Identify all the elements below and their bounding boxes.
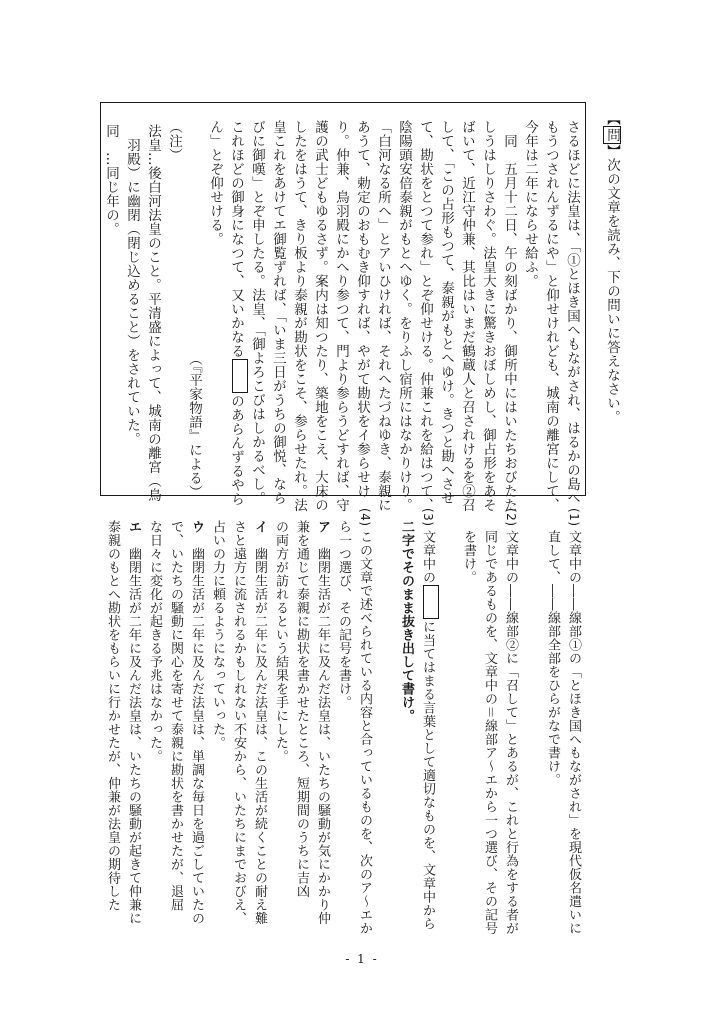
option-label: イ (252, 520, 267, 534)
question-number: (2) (504, 508, 518, 527)
option-e: エ 幽閉生活が二年に及んだ法皇は、いたちの騒動が起きて仲兼に (126, 520, 141, 925)
option-a-line: の両方が訪れるという結果を手にした。 (273, 520, 288, 763)
passage-line: り。仲兼、鳥羽殿にかへり参つて、門より参らうどすれば、守 (333, 120, 349, 512)
passage-line: ばいて、近江守仲兼、其比はいまだ鶴蔵人と召されけるを②召 (459, 120, 475, 512)
option-i-line: 占いの力に頼るようになっていった。 (210, 520, 225, 750)
option-u-line: な日々に変化が起きる予兆はなかった。 (147, 520, 162, 763)
question-2-line: を書け。 (461, 530, 476, 584)
passage-line: もうつされんずるにや」と仰せけれども、城南の離宮にして、 (543, 120, 559, 512)
question-4-line: ら一つ選び、その記号を書け。 (336, 520, 351, 709)
passage-line: 今年は二年にならせ給ふ。 (522, 120, 538, 288)
passage-line: あうて、勅定のおもむき仰すれば、やがて勘状をイ参らせけ (354, 120, 370, 498)
question-number: (4) (358, 508, 372, 527)
option-e-line: 泰親のもとへ勘状をもらいに行かせたが、仲兼が法皇の期待した (105, 520, 120, 912)
option-i: イ 幽閉生活が二年に及んだ法皇は、この生活が続くことの耐え難 (252, 520, 267, 925)
option-label: エ (126, 520, 141, 534)
note-line: 法皇…後白河法皇のこと。平清盛によって、城南の離宮（鳥 (145, 124, 161, 502)
heading-mark: 問 (604, 128, 620, 142)
passage-line: したをはうて、きり板より泰親が勘状をこそ、参らせたれ。法 (291, 120, 307, 512)
question-1-line: 文章中の――線部①の「とほき国へもながされ」を現代仮名遣いに (566, 530, 581, 935)
option-i-line: さと遠方に流されるかもしれない不安から、いたちにまでおびえ、 (231, 520, 246, 925)
answer-blank (232, 359, 248, 393)
answer-blank-ref (423, 585, 439, 619)
question-2-line: 文章中の――線部②に「召して」とあるが、これと行為をする者が (503, 530, 518, 935)
page-number: - 1 - (345, 952, 379, 966)
passage-line: これほどの御身になつて、又いかなるのあらんずるやら (228, 120, 248, 506)
option-label: ウ (189, 520, 204, 534)
note-line: 羽殿）に幽閉（閉じ込めること）をされていた。 (124, 124, 140, 446)
notes-label: （注） (166, 120, 182, 162)
passage-line: して、「この占形もつて、泰親がもとへゆけ。きつと勘へさせ (438, 120, 454, 506)
question-2-line: 同じであるものを、文章中の＝線部ア～エから一つ選び、その記号 (482, 530, 497, 935)
passage-line: 皇これをあけてエ御覧ずれば、「いま三日がうちの御悦、なら (270, 120, 286, 506)
option-a-line: 兼を通じて泰親に勘状を書かせたところ、短期間のうちに吉凶 (294, 520, 309, 898)
question-3-line: 文章中のに当てはまる言葉として適切なものを、文章中から (420, 530, 439, 931)
passage-line: びに御嘆」とぞ申したる。法皇、「御よろこびはしかるべし。 (249, 120, 265, 506)
passage-line: しうはしりさわぐ。法皇大きに驚きおぼしめし、御占形をあそ (480, 120, 496, 512)
question-3-line: 二字でそのまま抜き出して書け。 (399, 520, 414, 723)
passage-source: （『平家物語』による） (186, 352, 202, 500)
option-u-line: で、いたちの騒動に関心を寄せて泰親に勘状を書かせたが、退屈 (168, 520, 183, 912)
passage-line: 「白河なる所へ」とアいひければ、それへたづねゆき、泰親に (375, 120, 391, 512)
question-number: (1) (567, 508, 581, 527)
heading-text: 次の文章を読み、下の問いに答えなさい。 (604, 158, 620, 424)
question-heading: 【問】次の文章を読み、下の問いに答えなさい。 (604, 112, 620, 424)
question-1-line: 直して、――線部全部をひらがなで書け。 (545, 530, 560, 787)
passage-line: て、勘状をとつて参れ」とぞ仰せける。仲兼これを給はつて、 (417, 120, 433, 512)
question-4-line: この文章で述べられている内容と合っているものを、次のア～エか (357, 530, 372, 935)
passage-line: 同 五月十二日、午の刻ばかり、御所中にはいたちおびたた (501, 120, 517, 512)
passage-line: ん」とぞ仰せける。 (207, 120, 223, 246)
passage-line: 護の武士どもゆるさず。案内は知つたり、築地をこえ、大床の (312, 120, 328, 512)
option-u: ウ 幽閉生活が二年に及んだ法皇は、単調な毎日を過ごしていたの (189, 520, 204, 925)
passage-line: さるほどに法皇は、「①とほき国へもながされ、はるかの島へ (564, 120, 580, 506)
option-label: ア (315, 520, 330, 534)
note-line: 同 …同じ年の。 (103, 124, 119, 236)
passage-line: 陰陽頭安倍泰親がもとへゆく。をりふし宿所にはなかりけり。 (396, 120, 412, 512)
option-a: ア 幽閉生活が二年に及んだ法皇は、いたちの騒動が気にかかり仲 (315, 520, 330, 925)
question-number: (3) (421, 508, 435, 527)
